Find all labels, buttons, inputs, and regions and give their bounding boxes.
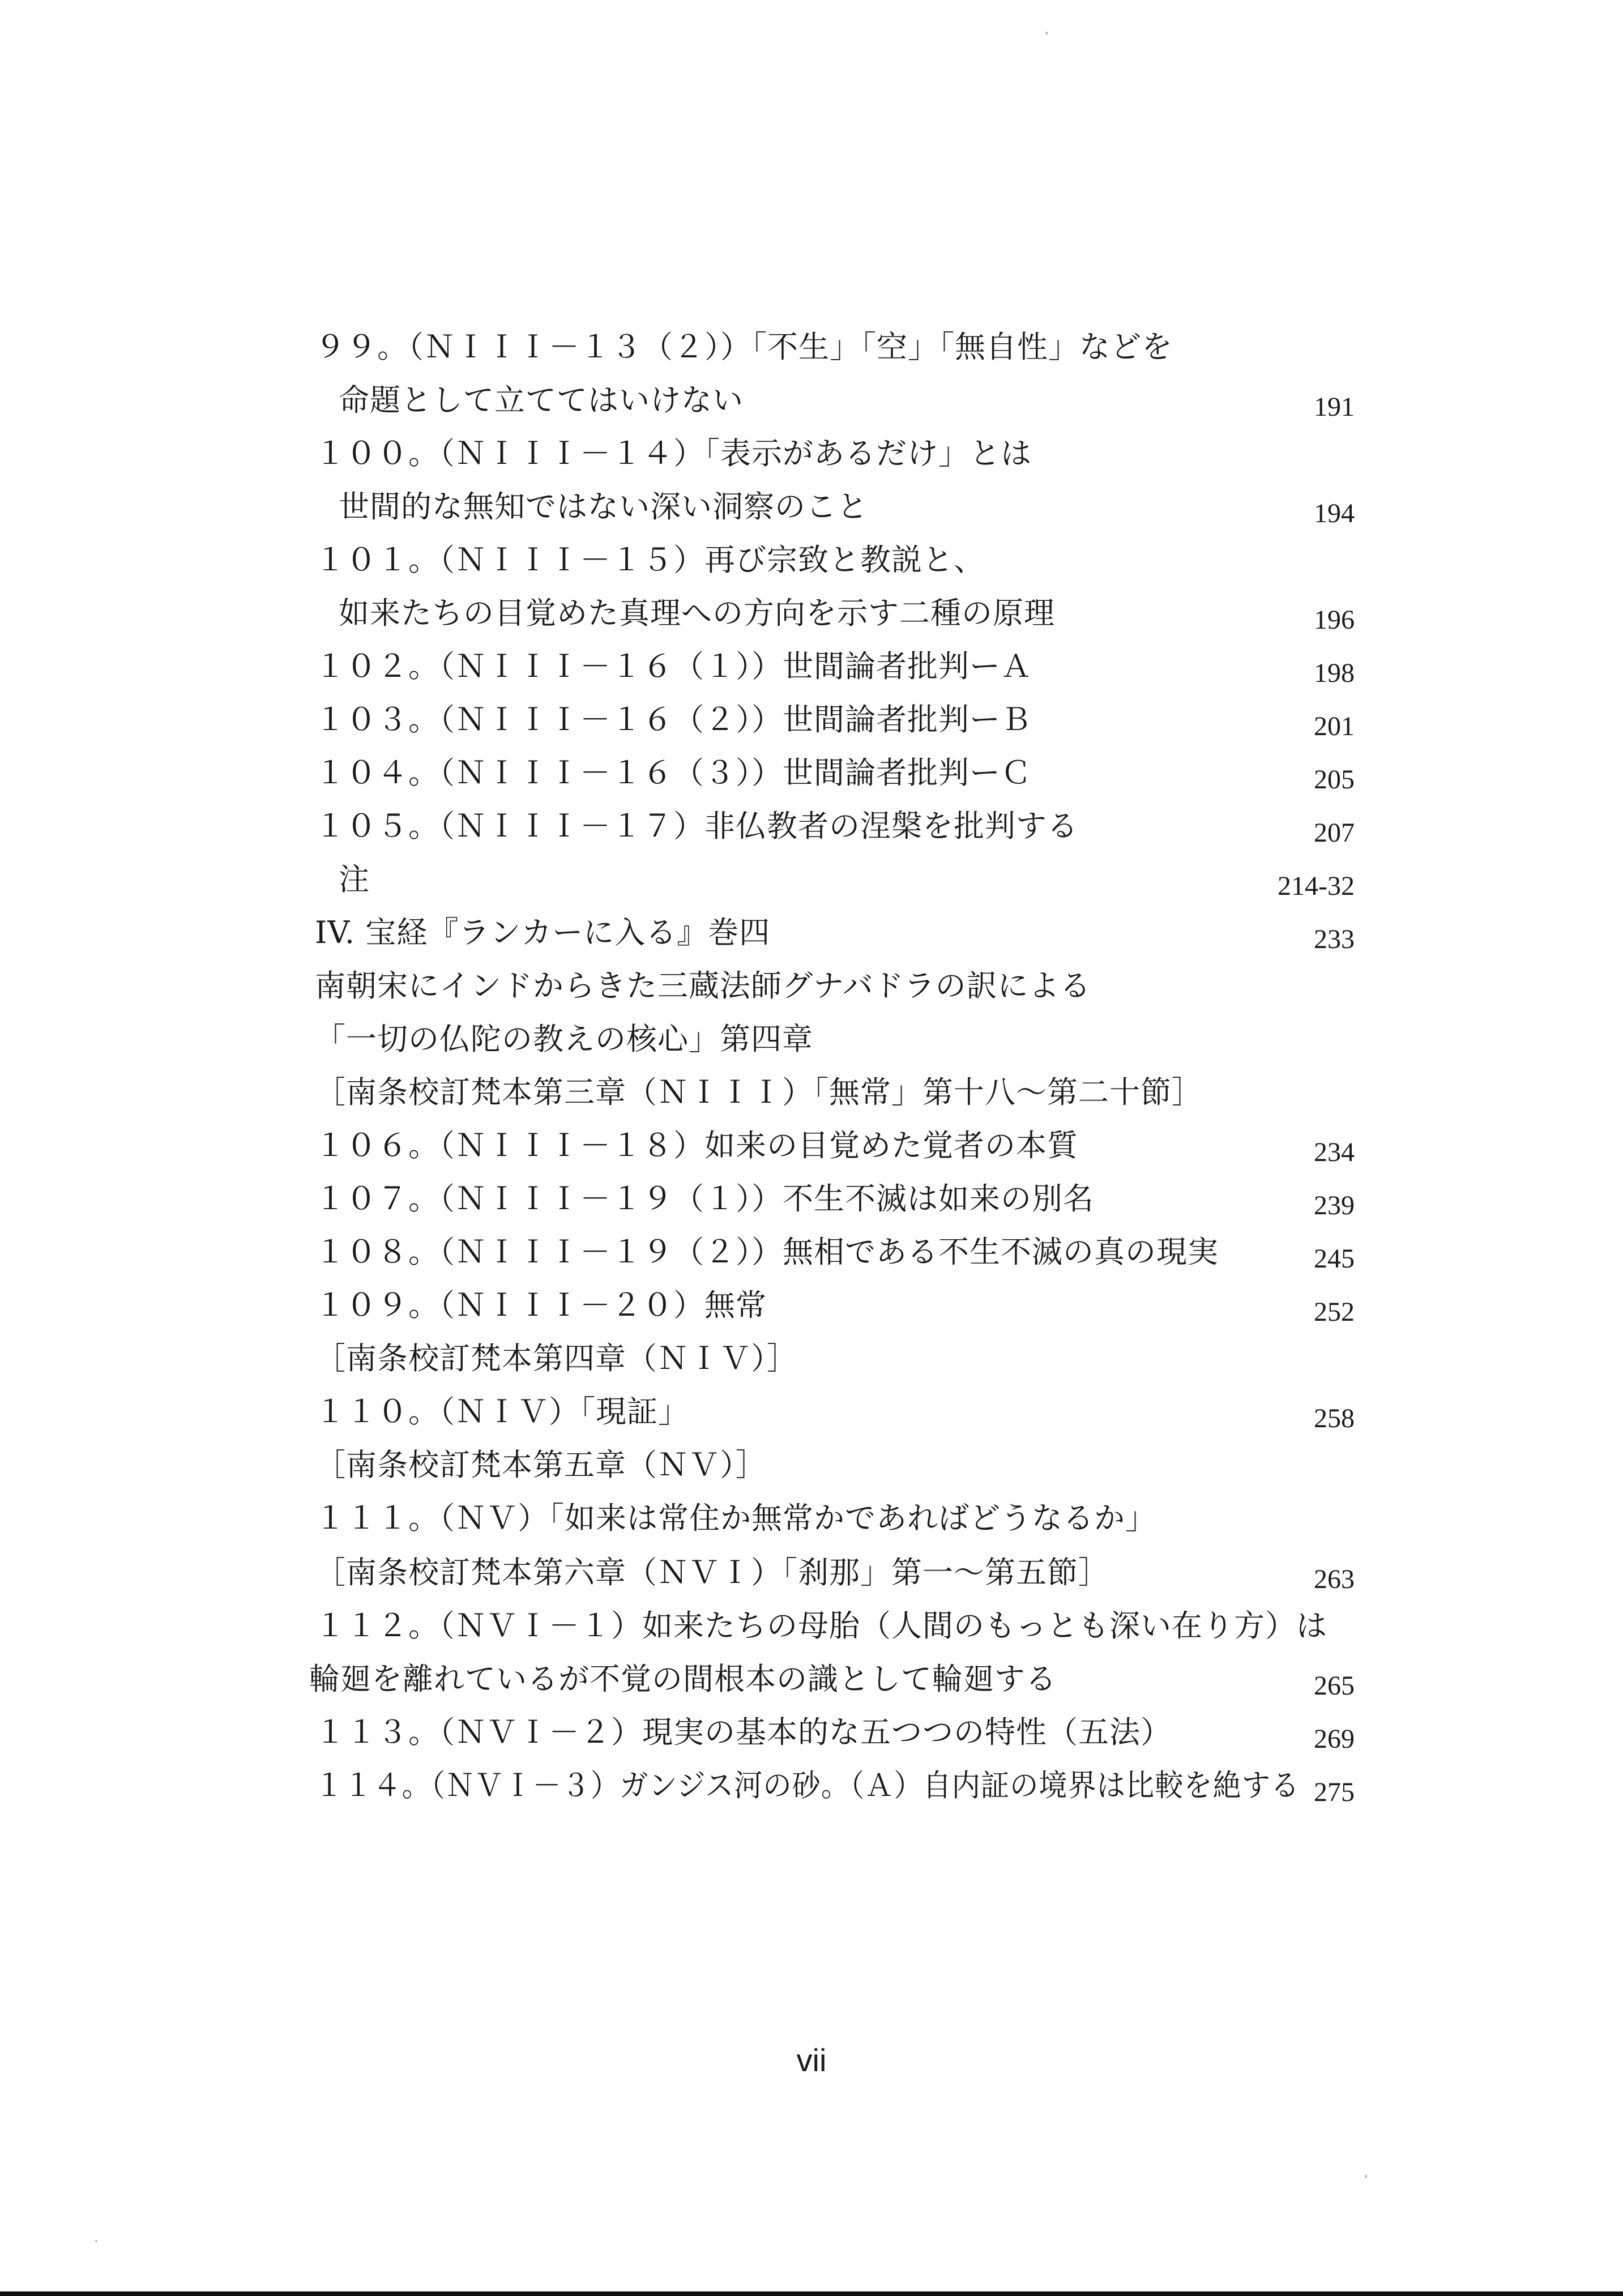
- bottom-edge-line: [0, 2291, 1623, 2296]
- toc-entry-page-number: 201: [1314, 711, 1355, 741]
- toc-entry-page-number: 269: [1314, 1724, 1355, 1754]
- toc-entry-title: 輪廻を離れているが不覚の間根本の識として輪廻する: [309, 1661, 1057, 1697]
- toc-entry: [0, 1492, 1623, 1545]
- toc-entry: [0, 746, 1623, 800]
- toc-entry: [0, 1013, 1623, 1066]
- toc-entry: [0, 959, 1623, 1013]
- toc-entry-page-number: 198: [1314, 658, 1355, 688]
- scan-speck: [95, 2240, 97, 2242]
- toc-entry: [0, 640, 1623, 693]
- toc-entry-title: １１４。（ＮＶＩ－３）ガンジス河の砂。（Ａ）自内証の境界は比較を絶する: [315, 1768, 1300, 1803]
- toc-entry: [0, 534, 1623, 587]
- toc-entry: [0, 480, 1623, 534]
- toc-entry-title: １０３。（ＮＩＩＩ－１６（２））世間論者批判ーＢ: [315, 702, 1032, 737]
- toc-entry: [0, 1759, 1623, 1812]
- toc-entry: [0, 1706, 1623, 1759]
- toc-entry-title: 南朝宋にインドからきた三蔵法師グナバドラの訳による: [315, 968, 1091, 1004]
- toc-entry-title: ［南条校訂梵本第四章（ＮＩＶ）］: [315, 1341, 798, 1376]
- toc-entry-page-number: 239: [1314, 1190, 1355, 1220]
- toc-entry-title: １０８。（ＮＩＩＩ－１９（２））無相である不生不滅の真の現実: [315, 1234, 1219, 1270]
- toc-entry: [0, 800, 1623, 853]
- toc-entry: [0, 1653, 1623, 1706]
- toc-entry-title: １０６。（ＮＩＩＩ－１８）如来の目覚めた覚者の本質: [315, 1128, 1078, 1163]
- scan-speck: [1045, 32, 1048, 35]
- toc-entry: [0, 906, 1623, 959]
- toc-entry: [0, 1226, 1623, 1279]
- toc-entry-page-number: 191: [1314, 392, 1355, 422]
- toc-entry-title: １０１。（ＮＩＩＩ－１５）再び宗致と教説と、: [315, 542, 985, 578]
- toc-entry: [0, 427, 1623, 480]
- toc-entry-title: ［南条校訂梵本第三章（ＮＩＩＩ）「無常」第十八～第二十節］: [315, 1074, 1203, 1110]
- toc-entry-page-number: 265: [1314, 1671, 1355, 1701]
- toc-entry-title: 「一切の仏陀の教えの核心」第四章: [315, 1021, 813, 1057]
- scan-speck: [1365, 2175, 1367, 2178]
- toc-entry-title: ９９。（ＮＩＩＩ－１３（２））「不生」「空」「無自性」などを: [315, 329, 1173, 365]
- toc-entry: [0, 587, 1623, 640]
- toc-entry-title: １１３。（ＮＶＩ－２）現実の基本的な五つつの特性（五法）: [315, 1714, 1172, 1750]
- toc-entry-page-number: 234: [1314, 1137, 1355, 1167]
- toc-entry-page-number: 196: [1314, 605, 1355, 635]
- toc-entry-title: IV. 宝経『ランカーに入る』巻四: [315, 915, 771, 950]
- toc-entry-title: １０２。（ＮＩＩＩ－１６（１））世間論者批判ーＡ: [315, 648, 1032, 684]
- toc-entry-page-number: 263: [1314, 1564, 1355, 1594]
- toc-entry: [0, 1385, 1623, 1439]
- toc-entry: [0, 853, 1623, 906]
- toc-entry: [0, 1332, 1623, 1385]
- toc-entry: [0, 1066, 1623, 1119]
- toc-entry: [0, 1119, 1623, 1172]
- toc-entry: [0, 1599, 1623, 1653]
- toc-entry-title: 注: [339, 861, 370, 897]
- toc-entry-page-number: 275: [1314, 1777, 1355, 1807]
- toc-entry-title: １０５。（ＮＩＩＩ－１７）非仏教者の涅槃を批判する: [315, 808, 1078, 844]
- toc-entry-page-number: 205: [1314, 765, 1355, 795]
- toc-entry-page-number: 245: [1314, 1244, 1355, 1274]
- toc-entry: [0, 321, 1623, 374]
- toc-entry: [0, 374, 1623, 427]
- toc-entry-title: ［南条校訂梵本第六章（ＮＶＩ）「刹那」第一～第五節］: [315, 1555, 1109, 1590]
- toc-entry-page-number: 194: [1314, 498, 1355, 528]
- toc-entry-title: １０７。（ＮＩＩＩ－１９（１））不生不滅は如来の別名: [315, 1181, 1094, 1217]
- toc-entry: [0, 1439, 1623, 1492]
- toc-entry-title: 命題として立ててはいけない: [339, 382, 744, 418]
- toc-entry-page-number: 258: [1314, 1403, 1355, 1433]
- toc-entry-title: １０４。（ＮＩＩＩ－１６（３））世間論者批判ーＣ: [315, 755, 1032, 791]
- toc-entry: [0, 1546, 1623, 1599]
- toc-entry-page-number: 207: [1314, 818, 1355, 848]
- toc-entry-title: １００。（ＮＩＩＩ－１４）「表示があるだけ」とは: [315, 436, 1032, 471]
- toc-entry: [0, 1172, 1623, 1226]
- toc-entry-title: 如来たちの目覚めた真理への方向を示す二種の原理: [339, 595, 1055, 631]
- toc-entry-title: 世間的な無知ではない深い洞察のこと: [339, 489, 868, 524]
- toc-entry: [0, 693, 1623, 746]
- toc-entry-title: ［南条校訂梵本第五章（ＮＶ）］: [315, 1447, 767, 1483]
- toc-entry: [0, 1279, 1623, 1332]
- toc-entry-page-number: 252: [1314, 1297, 1355, 1327]
- toc-entry-title: １１２。（ＮＶＩ－１）如来たちの母胎（人間のもっとも深い在り方）は: [315, 1608, 1327, 1644]
- toc-entry-title: １１０。（ＮＩＶ）「現証」: [315, 1394, 689, 1429]
- page-number: vii: [796, 2042, 827, 2078]
- toc-entry-page-number: 233: [1314, 924, 1355, 954]
- toc-entry-page-number: 214-32: [1278, 871, 1355, 901]
- toc-entry-title: １０９。（ＮＩＩＩ－２０）無常: [315, 1287, 767, 1323]
- toc-entry-title: １１１。（ＮＶ）「如来は常住か無常かであればどうなるか」: [315, 1500, 1156, 1536]
